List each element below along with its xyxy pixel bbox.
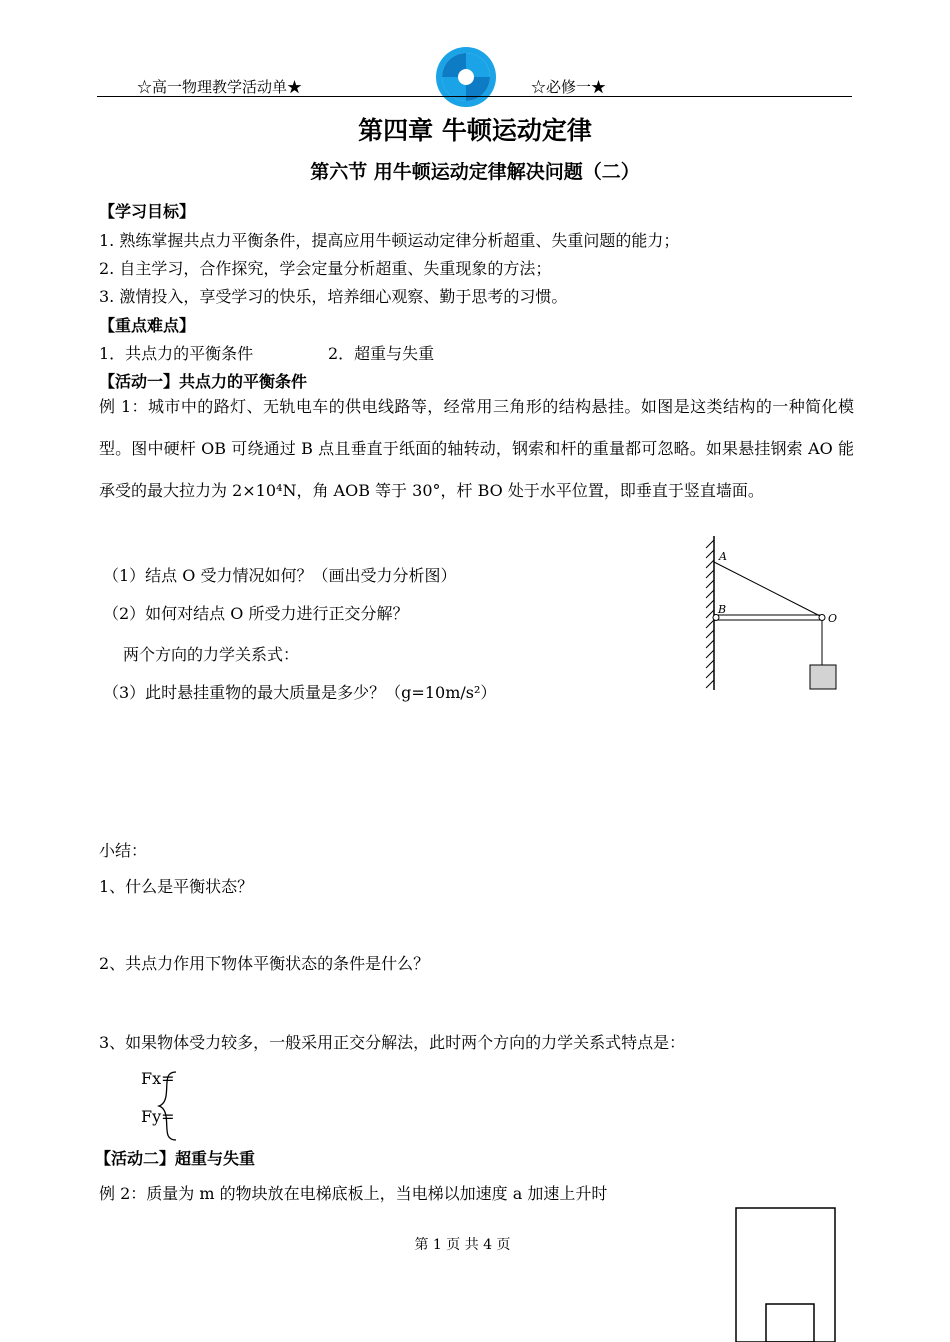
- goal-item: 1. 熟练掌握共点力平衡条件，提高应用牛顿运动定律分析超重、失重问题的能力；: [99, 231, 680, 250]
- example1-text: 例 1：城市中的路灯、无轨电车的供电线路等，经常用三角形的结构悬挂。如图是这类结构的一种简化模型。图中硬杆 OB 可绕通过 B 点且垂直于纸面的轴转动，钢索和杆的重量都可忽略。如果悬挂钢索 AO 能承受的最大拉力为 2×10⁴N，角 AOB 等于 30°，杆 BO 处于水平位置，即垂直于竖直墙面。: [99, 397, 854, 500]
- summary-q2: 2、共点力作用下物体平衡状态的条件是什么？: [99, 954, 430, 973]
- elevator-cabin: [736, 1208, 835, 1342]
- chapter-title: 第四章 牛顿运动定律: [358, 116, 592, 145]
- elevator-diagram: [734, 1206, 838, 1342]
- summary-q3: 3、如果物体受力较多，一般采用正交分解法，此时两个方向的力学关系式特点是：: [99, 1033, 686, 1052]
- header-rule: [97, 96, 852, 97]
- goal-item: 3. 激情投入，享受学习的快乐，培养细心观察、勤于思考的习惯。: [99, 287, 568, 306]
- key-point-2: 2．超重与失重: [328, 344, 435, 363]
- fy-label: Fy=: [141, 1107, 175, 1126]
- school-logo: [434, 45, 498, 109]
- example2-text: 例 2：质量为 m 的物块放在电梯底板上，当电梯以加速度 a 加速上升时: [99, 1184, 608, 1203]
- goals-heading: 【学习目标】: [99, 202, 196, 221]
- section-title: 第六节 用牛顿运动定律解决问题（二）: [310, 161, 640, 183]
- header-right: ☆必修一★: [531, 78, 607, 96]
- key-point-1: 1．共点力的平衡条件: [99, 344, 254, 363]
- summary-q1: 1、什么是平衡状态？: [99, 877, 254, 896]
- question-2-sub: 两个方向的力学关系式：: [123, 645, 300, 664]
- fx-label: Fx=: [141, 1069, 175, 1088]
- structure-diagram: [698, 534, 848, 696]
- goal-item: 2. 自主学习，合作探究，学会定量分析超重、失重现象的方法；: [99, 259, 552, 278]
- knot-o: [819, 615, 825, 621]
- header-left: ☆高一物理教学活动单★: [137, 78, 303, 96]
- question-2: （2）如何对结点 O 所受力进行正交分解？: [103, 604, 409, 623]
- label-o: O: [828, 612, 838, 625]
- wall-hatching: [706, 540, 714, 688]
- activity1-heading: 【活动一】共点力的平衡条件: [99, 372, 308, 391]
- key-points-heading: 【重点难点】: [99, 316, 196, 335]
- page-number: 第 1 页 共 4 页: [414, 1237, 511, 1253]
- block-in-elevator: [766, 1304, 814, 1342]
- summary-heading: 小结：: [99, 841, 148, 860]
- weight-block: [810, 665, 836, 689]
- brace-icon: [156, 1070, 180, 1142]
- label-b: B: [718, 603, 727, 616]
- question-3: （3）此时悬挂重物的最大质量是多少？（g=10m/s²）: [103, 683, 497, 702]
- activity2-heading: 【活动二】超重与失重: [95, 1149, 256, 1168]
- question-1: （1）结点 O 受力情况如何？（画出受力分析图）: [103, 566, 457, 585]
- label-a: A: [719, 550, 727, 563]
- rope-ao: [714, 562, 822, 617]
